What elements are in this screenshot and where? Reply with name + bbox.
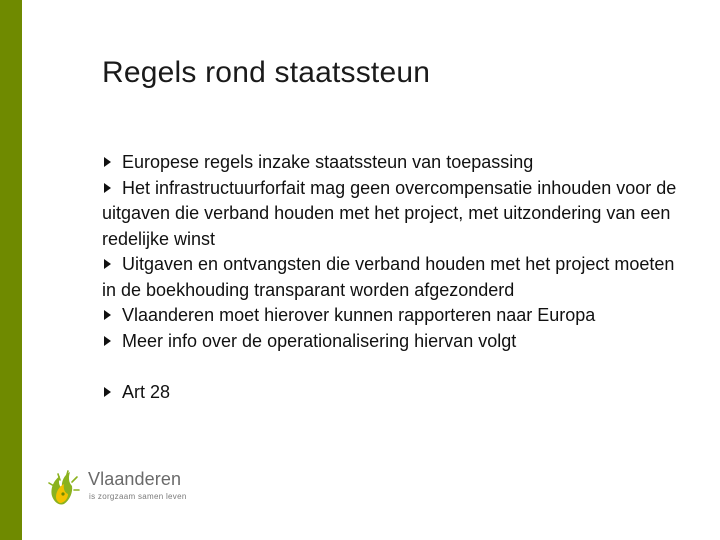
- bullet-arrow-icon: [104, 259, 111, 269]
- bullet-arrow-icon: [104, 387, 111, 397]
- flemish-lion-icon: [46, 466, 82, 510]
- bullet-arrow-icon: [104, 336, 111, 346]
- logo-tagline: is zorgzaam samen leven: [89, 492, 187, 501]
- bullet-text: Art 28: [122, 381, 171, 402]
- logo-name: Vlaanderen: [88, 469, 182, 489]
- bullet-text: Het infrastructuurforfait mag geen overcompensatie inhouden voor de uitgaven die verband houden met het project, met uitzondering van een redelijke winst: [102, 177, 677, 249]
- bullet-item: [102, 252, 692, 303]
- bullet-arrow-icon: [104, 310, 111, 320]
- bullet-item: [102, 329, 692, 355]
- side-bar: [0, 0, 22, 540]
- slide-title: Regels rond staatssteun: [102, 56, 431, 89]
- bullet-text: Vlaanderen moet hierover kunnen rapporteren naar Europa: [122, 305, 596, 325]
- bullet-text: Meer info over de operationalisering hiervan volgt: [122, 330, 517, 351]
- bullet-text: Europese regels inzake staatssteun van toepassing: [122, 152, 534, 172]
- bullet-item: [102, 176, 692, 253]
- bullet-item: [102, 303, 692, 329]
- bullet-arrow-icon: [104, 183, 111, 193]
- vlaanderen-logo: [46, 466, 216, 510]
- bullet-item-article: [102, 380, 692, 406]
- bullet-list: [102, 150, 692, 405]
- bullet-item: [102, 150, 692, 176]
- bullet-arrow-icon: [104, 157, 111, 167]
- bullet-text: Uitgaven en ontvangsten die verband houden met het project moeten in de boekhouding transparant worden afgezonderd: [102, 254, 675, 300]
